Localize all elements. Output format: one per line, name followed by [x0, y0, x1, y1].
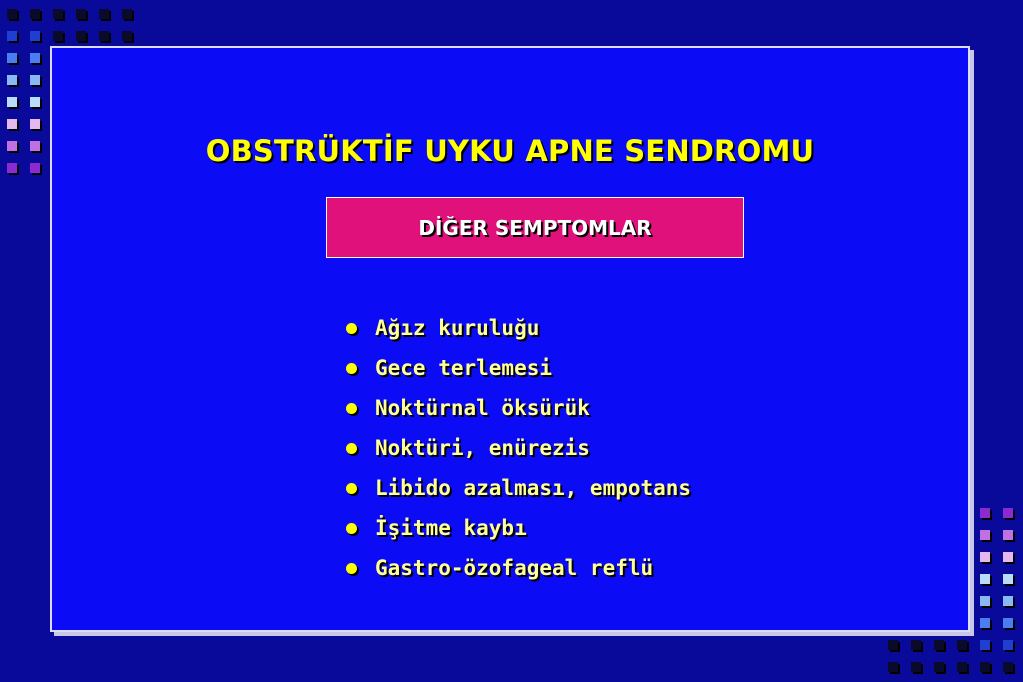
bullet-icon	[346, 323, 357, 334]
list-item	[346, 548, 691, 588]
decor-square	[30, 141, 40, 151]
bullet-icon	[346, 563, 357, 574]
bullet-icon	[346, 403, 357, 414]
slide-panel	[50, 46, 970, 632]
symptom-text: Noktürnal öksürük	[375, 396, 590, 420]
decor-square	[888, 640, 898, 650]
list-item	[346, 508, 691, 548]
decor-square	[76, 9, 86, 19]
symptom-text: Gastro-özofageal reflü	[375, 556, 654, 580]
bullet-icon	[346, 523, 357, 534]
decor-square	[30, 119, 40, 129]
symptom-text: Ağız kuruluğu	[375, 316, 540, 340]
decor-square	[980, 530, 990, 540]
decor-square	[1003, 552, 1013, 562]
decor-square	[7, 163, 17, 173]
decor-square	[122, 9, 132, 19]
decor-square	[957, 662, 967, 672]
decor-square	[888, 662, 898, 672]
decor-square	[7, 75, 17, 85]
decor-square	[1003, 574, 1013, 584]
subtitle-text: DİĞER SEMPTOMLAR	[418, 215, 652, 240]
decor-square	[30, 97, 40, 107]
decor-square	[30, 75, 40, 85]
list-item	[346, 388, 691, 428]
decor-square	[911, 640, 921, 650]
decor-square	[980, 552, 990, 562]
decor-square	[934, 640, 944, 650]
list-item	[346, 348, 691, 388]
decor-square	[980, 662, 990, 672]
decor-square	[911, 662, 921, 672]
decor-square	[980, 640, 990, 650]
decor-square	[7, 119, 17, 129]
list-item	[346, 308, 691, 348]
bullet-icon	[346, 443, 357, 454]
decor-square	[30, 31, 40, 41]
subtitle-box	[326, 197, 744, 258]
symptom-text: Gece terlemesi	[375, 356, 553, 380]
symptom-text: Noktüri, enürezis	[375, 436, 590, 460]
decor-square	[99, 31, 109, 41]
decor-square	[980, 508, 990, 518]
bullet-icon	[346, 363, 357, 374]
decor-square	[30, 9, 40, 19]
decor-square	[30, 53, 40, 63]
decor-square	[99, 9, 109, 19]
symptom-text: İşitme kaybı	[375, 516, 527, 540]
decor-square	[980, 596, 990, 606]
decor-square	[7, 53, 17, 63]
slide-title: OBSTRÜKTİF UYKU APNE SENDROMU	[205, 134, 815, 168]
decor-square	[1003, 640, 1013, 650]
symptom-list	[346, 308, 691, 588]
symptom-text: Libido azalması, empotans	[375, 476, 692, 500]
decor-square	[76, 31, 86, 41]
decor-square	[980, 618, 990, 628]
decor-square	[1003, 596, 1013, 606]
list-item	[346, 468, 691, 508]
decor-square	[53, 9, 63, 19]
decor-square	[980, 574, 990, 584]
decor-square	[957, 640, 967, 650]
decor-square	[122, 31, 132, 41]
decor-square	[1003, 662, 1013, 672]
decor-square	[7, 31, 17, 41]
decor-square	[7, 9, 17, 19]
decor-square	[7, 141, 17, 151]
decor-square	[7, 97, 17, 107]
decor-square	[1003, 530, 1013, 540]
list-item	[346, 428, 691, 468]
decor-square	[53, 31, 63, 41]
decor-square	[30, 163, 40, 173]
decor-square	[934, 662, 944, 672]
decor-square	[1003, 508, 1013, 518]
decor-square	[1003, 618, 1013, 628]
bullet-icon	[346, 483, 357, 494]
